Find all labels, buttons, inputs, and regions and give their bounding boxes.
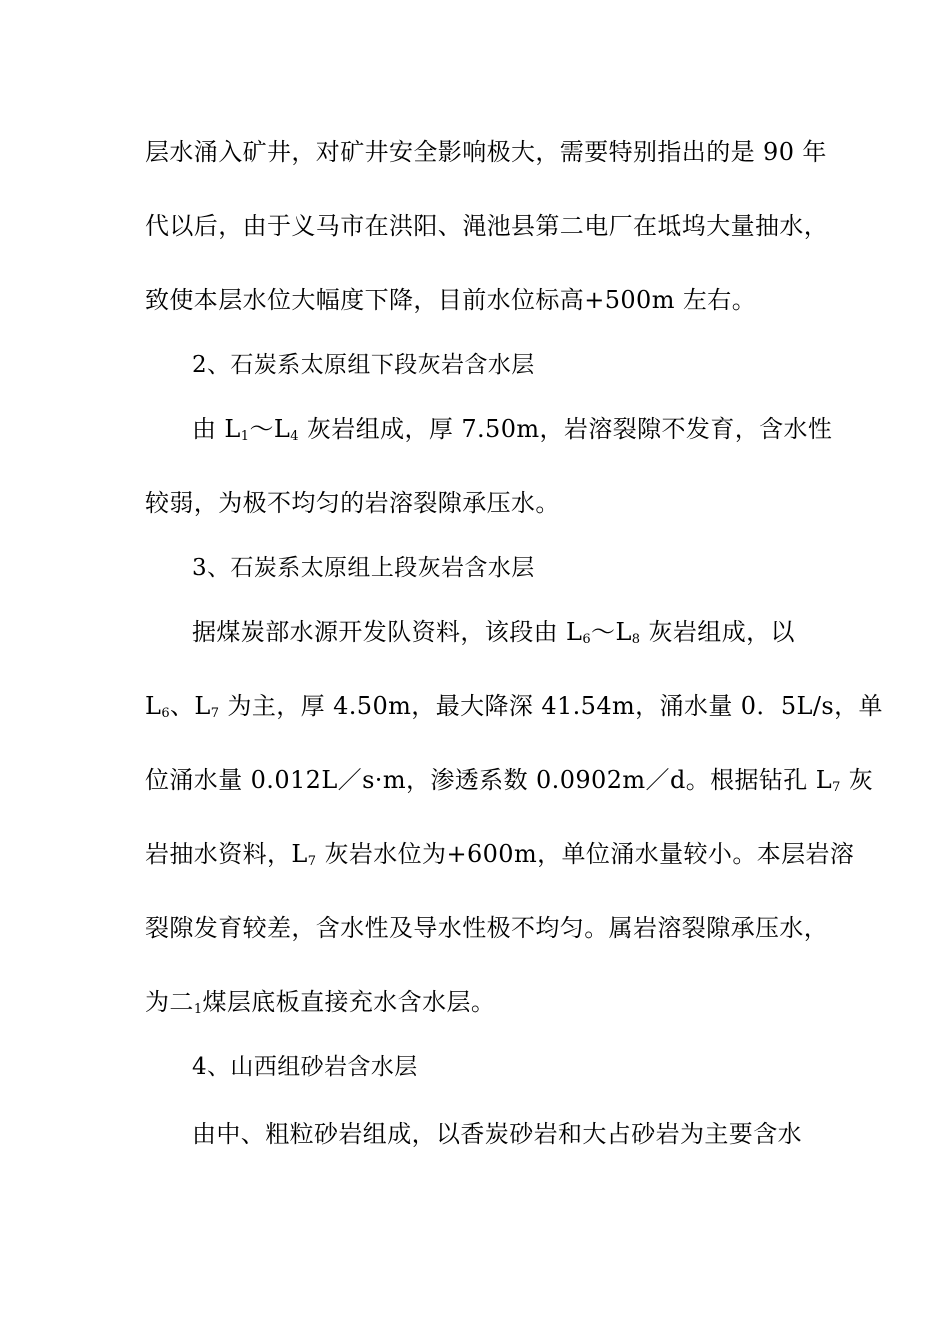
section-heading-2: 2、石炭系太原组下段灰岩含水层 [192, 352, 535, 378]
body-line-15: 由中、粗粒砂岩组成，以香炭砂岩和大占砂岩为主要含水 [192, 1120, 802, 1148]
body-line-6: 较弱，为极不均匀的岩溶裂隙承压水。 [145, 489, 560, 517]
body-line-9: $L_6$、$L_7$ 为主，厚 4.50m，最大降深 41.54m，涌水量 0．5L/s，单 [145, 692, 883, 721]
body-line-13: 为二$_1$煤层底板直接充水含水层。 [145, 988, 496, 1017]
body-line-1: 层水涌入矿井，对矿井安全影响极大，需要特别指出的是 90 年 [145, 138, 827, 166]
body-line-10: 位涌水量 0.012L／s·m，渗透系数 0.0902m／d。根据钻孔 $L_7$ 灰 [145, 766, 874, 795]
body-line-3: 致使本层水位大幅度下降，目前水位标高+500m 左右。 [145, 286, 757, 314]
body-line-11: 岩抽水资料，$L_7$ 灰岩水位为+600m，单位涌水量较小。本层岩溶 [145, 840, 855, 869]
body-line-12: 裂隙发育较差，含水性及导水性极不均匀。属岩溶裂隙承压水， [145, 914, 829, 942]
body-line-5: 由 $L_1\sim L_4$ 灰岩组成，厚 7.50m，岩溶裂隙不发育，含水性 [192, 415, 833, 444]
section-heading-3: 3、石炭系太原组上段灰岩含水层 [192, 555, 535, 581]
body-line-8: 据煤炭部水源开发队资料，该段由 $L_6\sim L_8$ 灰岩组成，以 [192, 618, 795, 647]
body-line-2: 代以后，由于义马市在洪阳、渑池县第二电厂在坻坞大量抽水， [145, 212, 829, 240]
section-heading-4: 4、山西组砂岩含水层 [192, 1054, 418, 1080]
